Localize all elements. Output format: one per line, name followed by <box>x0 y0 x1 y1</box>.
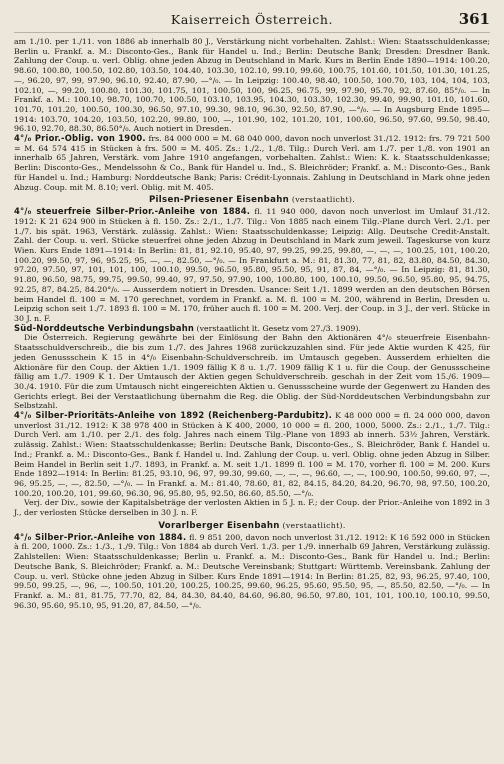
bond-title: 4°/₀ steuerfreie Silber-Prior.-Anleihe von 1884. <box>14 206 251 217</box>
section-title-pilsen-priesener: Pilsen-Priesener Eisenbahn (verstaatlicht). <box>148 195 356 206</box>
paragraph-silber-prior-1884-vorarlberg: 4°/₀ Silber-Prior.-Anleihe von 1884. fl. 9 851 200, davon noch unverlost 31./12. 1912: K 16 592 000 in Stücken à fl. 200, 1000. Zs.: 1./3., 1./9. Tilg.: Von 1884 ab durch Verl. 1./3. per 1./9. innerhalb 69 Jahren, Verstärkung zulässig. Zahlstellen: Wien: Staatsschuldenkasse; Berlin u. Frankf. a. M.: Disconto-Ges., Bank für Handel u. Ind.; Berlin: Deutsche Bank, S. Bleichröder; Frankf. a. M.: Deutsche Vereinsbank; Stuttgart: Württemb. Vereinsbank. Zahlung der Coup. u. verl. Stücke ohne jeden Abzug in Silber. Kurs Ende 1891—1914: In Berlin: 81.25, 82, 93, 96.25, 97.40, 100, 99.50, 99.25, —, 96, —, 100.50, 101.20, 100.25, 100.25, 99.60, 96.25, 95.60, 95.50, 95, —, 85.50, 82.50, —°/₀. — In Frankf. a. M.: 81, 81.75, 77.70, 82, 84, 84.30, 84.40, 84.60, 96.80, 96.50, 97.80, 101, 101, 100.10, 100.10, 99.50, 96.30, 95.60, 95.10, 95, 91.20, 87, 84.50, —°/₀. <box>14 531 490 610</box>
paragraph-prior-oblig-1900: 4°/₀ Prior.-Oblig. von 1900. frs. 84 000 000 = M. 68 040 000, davon noch unverlost 31./12. 1912: frs. 79 721 500 = M. 64 574 415 in Stücken à frs. 500 = M. 405. Zs.: 1./2., 1./8. Tilg.: Durch Verl. am 1./7. per 1./8. von 1901 an innerhalb 65 Jahren, Verstärk. vom Jahre 1910 angefangen, vorbehalten. Zahlst.: Wien: K. k. Staatsschuldenkasse; Berlin: Disconto-Ges., Mendelssohn & Co., Bank für Handel u. Ind., S. Bleichröder; Frankf. a. M.: Disconto-Ges., Bank für Handel u. Ind.; Hamburg: Norddeutsche Bank; Paris: Crédit-Lyonnais. Zahlung in Deutschland in Mark ohne jeden Abzug. Coup. mit M. 8.10; verl. Oblig. mit M. 405. <box>14 133 491 192</box>
paragraph-silber-prior-1892: 4°/₀ Silber-Prioritäts-Anleihe von 1892 (Reichenberg-Pardubitz). K 48 000 000 = fl. 24 000 000, davon unverlost 31./12. 1912: K 38 978 400 in Stücken à K 400, 2000, 10 000 = fl. 200, 1000, 5000. Zs.: 2./1., 1./7. Tilg.: Durch Verl. am 1./10. per 2./1. des folg. Jahres nach einem Tilg.-Plane von 1893 ab innerh. 53½ Jahren, Verstärk. zulässig. Zahlst.: Wien: Staatsschuldenkasse; Berlin: Deutsche Bank, Disconto-Ges., S. Bleichröder, Bank f. Handel u. Ind.; Frankf. a. M.: Disconto-Ges., Bank f. Handel u. Ind. Zahlung der Coup. u. verl. Oblig. ohne jeden Abzug in Silber. Beim Handel in Berlin seit 1./7. 1893, in Frankf. a. M. seit 1./1. 1899 fl. 100 = M. 170, vorher fl. 100 = M. 200. Kurs Ende 1892—1914: In Berlin: 81.25, 93.10, 96, 97, 99.30, 99.60, —, —, —, 96.60, —, —, 100.90, 100.50, 99.60, 97, —, 96, 95.25, —, —, 82.50, —°/₀. — In Frankf. a. M.: 81.40, 78.60, 81, 82, 84.15, 84.20, 84.20, 96.70, 98, 97.50, 100.20, 100.20, 100.20, 101, 99.60, 96.30, 96, 95.80, 95, 92.50, 86.60, 85.50, —°/₀. <box>14 410 491 498</box>
paragraph-verjaehrung: Verj. der Div., sowie der Kapitalsbeträge der verlosten Aktien in 5 J. n. F.; der Coup. der Prior.-Anleihe von 1892 in 3 J., der verlosten Stücke derselben in 30 J. n. F. <box>14 498 490 518</box>
page-body <box>14 37 490 610</box>
page-header <box>14 10 490 33</box>
bond-title: 4°/₀ Silber-Prior.-Anleihe von 1884. <box>14 531 187 542</box>
page-number: 361 <box>458 10 490 28</box>
section-title-vorarlberger: Vorarlberger Eisenbahn (verstaatlicht). <box>158 520 346 531</box>
section-title-sued-norddeutsche: Süd-Norddeutsche Verbindungsbahn <box>14 322 195 333</box>
bond-title: 4°/₀ Prior.-Oblig. von 1900. <box>14 133 146 144</box>
paragraph-sued-norddeutsche-heading: Süd-Norddeutsche Verbindungsbahn (verstaatlicht lt. Gesetz vom 27./3. 1909). <box>14 322 361 333</box>
paragraph-verstaatlichung: Die Österreich. Regierung gewährte bei der Einlösung der Bahn den Aktionären 4°/₀ steuerfreie Eisenbahn-Staatsschuldverschreib., die bis zum 1./7. des Jahres 1968 zurückzuzahlen sind. Für jede Aktie wurden K 425, für jeden Genussschein K 15 in 4°/₀ Eisenbahn-Schuldverschreib. im Umtausch gegeben. Ausserdem erhielten die Aktionäre für den Coup. der Aktien 1./1. 1909 fällig K 8 u. 1./7. 1909 fällig K 1 u. für die Coup. der Genussscheine fällig am 1./7. 1909 K 1. Der Umtausch der Aktien gegen Schuldverschreib. geschah in der Zeit vom 15./6. 1909—30./4. 1910. Für die zum Umtausch nicht eingereichten Aktien u. Genussscheine wurde der Gegenwert zu Handen des Gerichts erlegt. Bei der Verstaatlichung übernahm die Reg. die Oblig. der Süd-Norddeutschen Verbindungsbahn zur Selbstzahl. <box>14 333 490 411</box>
running-head: Kaiserreich Österreich. <box>170 12 334 27</box>
paragraph-bond-1886-continued: am 1./10. per 1./11. von 1886 ab innerhalb 80 J., Verstärkung nicht vorbehalten. Zahlst.: Wien: Staatsschuldenkasse; Berlin u. Frankf. a. M.: Disconto-Ges., Bank für Handel u. Ind.; Berlin: Deutsche Bank; Dresden: Dresdner Bank. Zahlung der Coup. u. verl. Oblig. ohne jeden Abzug in Deutschland in Mark. Kurs in Berlin Ende 1890—1914: 100.20, 98.60, 100.80, 100.50, 102.80, 103.50, 104.40, 103.30, 102.10, 99.10, 99.60, 100.75, 101.60, 101.50, 101.30, 101.25, —, 96.20, 97, 99, 97.90, 96.10, 92.40, 87.90, —°/₀. — In Leipzig: 100.40, 98.40, 100.50, 100.70, 103, 104, 104, 103, 102.10, —, 99.20, 100.80, 101.30, 101.75, 101, 100.50, 100, 96.25, 96.75, 99, 97.90, 95.70, 92, 87.60, 85°/₀. — In Frankf. a. M.: 100.10, 98.70, 100.70, 100.50, 103.10, 103.95, 104.30, 103.30, 102.30, 99.40, 99.90, 101.10, 101.60, 101.70, 101.20, 100.50, 100.30, 96.50, 97.10, 99.30, 98.10, 96.30, 92.50, 87.90, —°/₀. — In Augsburg Ende 1895—1914: 103.70, 104.20, 103.50, 102.20, 99.80, 100, —, 101.90, 102, 101.20, 101, 100.60, 96.50, 97.60, 99.50, 98.40, 96.10, 92.70, 88.30, 86.50°/₀. Auch notiert in Dresden. <box>14 37 490 134</box>
paragraph-silber-prior-1884-pilsen: 4°/₀ steuerfreie Silber-Prior.-Anleihe von 1884. fl. 11 940 000, davon noch unverlost im Umlauf 31./12. 1912: K 21 624 900 in Stücken à fl. 150. Zs.: 2./1., 1./7. Tilg.: Von 1885 nach einem Tilg.-Plane durch Verl. 2./1. per 1./7. bis spät. 1963, Verstärk. zulässig. Zahlst.: Wien: Staatsschuldenkasse; Leipzig: Allg. Deutsche Credit-Anstalt. Zahl. der Coup. u. verl. Stücke steuerfrei ohne jeden Abzug in Deutschland in Mark zum jeweil. Tageskurse von kurz Wien. Kurs Ende 1891—1914: In Berlin: 81, 81, 92.10, 95.40, 97, 99.25, 99.25, 99.80, —, —, —, 100.25, 101, 100.20, 100.20, 99.50, 97, 96, 95.25, 95, —, —, 82.50, —°/₀. — In Frankfurt a. M.: 81, 81.30, 77, 81, 82, 83.80, 84.50, 84.30, 97.20, 97.50, 97, 101, 101, 100, 100.10, 99.50, 96.50, 95.80, 95.50, 95, 91, 87, 84, —°/₀. — In Leipzig: 81, 81.30, 91.80, 96.50, 98.75, 99.75, 99.50, 99.40, 97, 97.50, 97.90, 100, 100.80, 100, 100.10, 99.50, 96.50, 95.80, 95, 94.75, 92.25, 87, 84.25, 84.20°/₀. — Ausserdem notiert in Dresden. Usance: Seit 1./1. 1899 werden an den deutschen Börsen beim Handel fl. 100 = M. 170 gerechnet, vordem in Frankf. a. M. fl. 100 = M. 200, während in Berlin, Dresden u. Leipzig schon seit 1./7. 1893 fl. 100 = M. 170, früher auch fl. 100 = M. 200. Verj. der Coup. in 3 J., der verl. Stücke in 30 J. n. F. <box>14 206 490 323</box>
bond-title: 4°/₀ Silber-Prioritäts-Anleihe von 1892 (Reichenberg-Pardubitz). <box>14 410 333 421</box>
